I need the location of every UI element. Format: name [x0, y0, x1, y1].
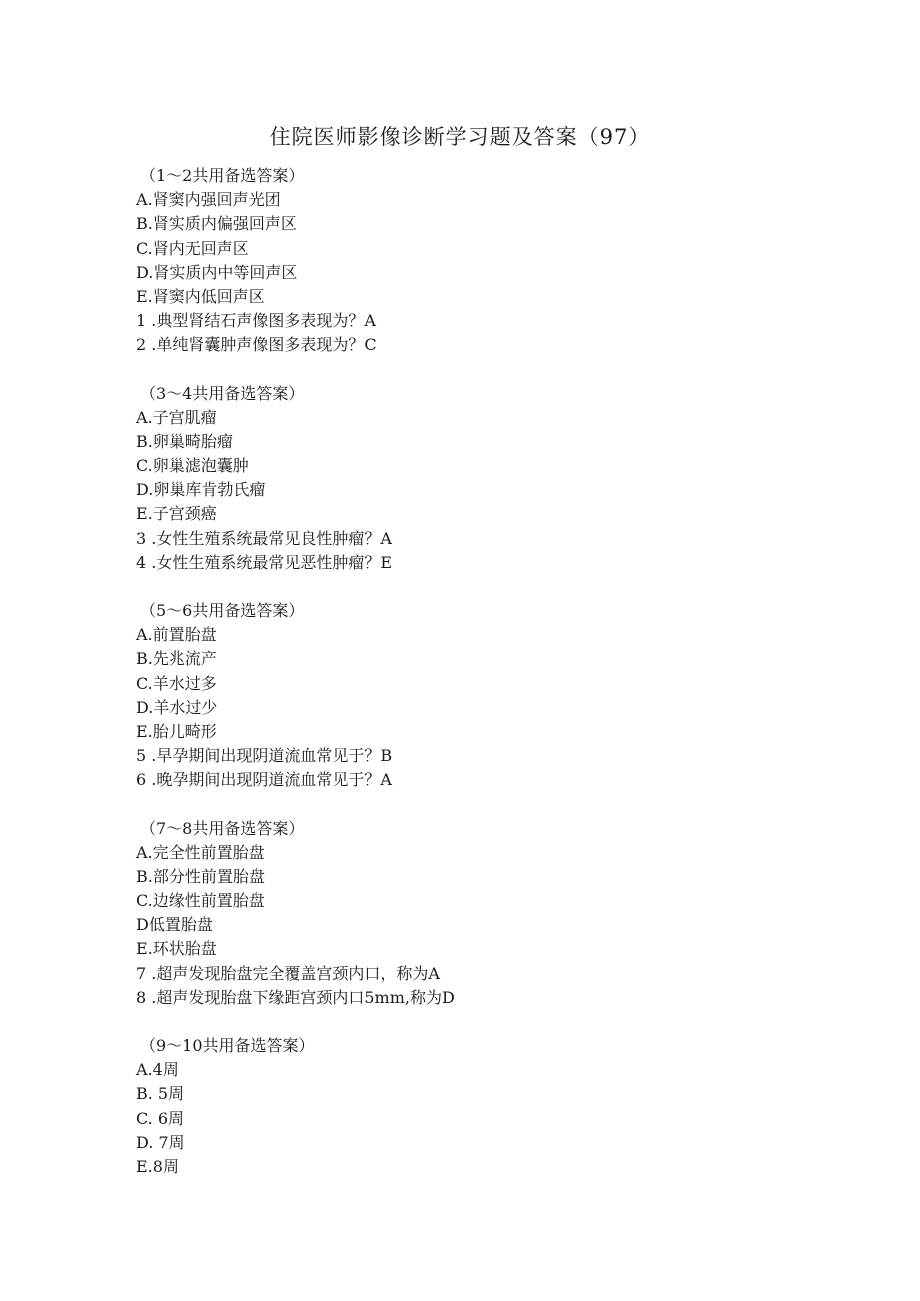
answer-option: C. 6周 — [136, 1108, 185, 1128]
answer-option: E.胎儿畸形 — [136, 721, 217, 741]
answer-option: B.卵巢畸胎瘤 — [136, 431, 233, 451]
answer-option: C.卵巢滤泡囊肿 — [136, 456, 249, 476]
answer-option: C.羊水过多 — [136, 673, 217, 693]
group-header: （7～8共用备选答案） — [140, 818, 305, 838]
answer-option: E.环状胎盘 — [136, 939, 217, 959]
answer-option: B.先兆流产 — [136, 649, 217, 669]
question-group — [136, 599, 836, 793]
answer-option: A.4周 — [136, 1060, 179, 1080]
question-item: 4 .女性生殖系统最常见恶性肿瘤？E — [136, 552, 393, 572]
group-header: （3～4共用备选答案） — [140, 383, 305, 403]
answer-option: A.前置胎盘 — [136, 625, 217, 645]
question-item: 3 .女性生殖系统最常见良性肿瘤？A — [136, 528, 392, 548]
answer-option: B. 5周 — [136, 1084, 185, 1104]
group-header: （9～10共用备选答案） — [140, 1036, 315, 1055]
group-header: （1～2共用备选答案） — [140, 166, 305, 185]
answer-option: A.子宫肌瘤 — [136, 407, 217, 427]
answer-option: D.羊水过少 — [136, 697, 218, 717]
question-group — [136, 382, 836, 576]
answer-option: D. 7周 — [136, 1132, 185, 1152]
question-item: 1 .典型肾结石声像图多表现为？A — [136, 311, 376, 331]
answer-option: E.子宫颈癌 — [136, 504, 217, 524]
question-group — [136, 817, 836, 1011]
answer-option: C.肾内无回声区 — [136, 238, 249, 258]
question-item: 8 .超声发现胎盘下缘距宫颈内口5mm,称为D — [136, 987, 455, 1007]
question-item: 6 .晚孕期间出现阴道流血常见于？A — [136, 770, 392, 790]
document-body — [136, 164, 836, 1203]
question-item: 7 .超声发现胎盘完全覆盖宫颈内口，称为A — [136, 963, 440, 983]
answer-option: E.肾窦内低回声区 — [136, 286, 265, 306]
answer-option: B.肾实质内偏强回声区 — [136, 214, 297, 234]
answer-option: E.8周 — [136, 1156, 179, 1176]
answer-option: C.边缘性前置胎盘 — [136, 891, 265, 911]
answer-option: D.肾实质内中等回声区 — [136, 262, 298, 282]
document-title: 住院医师影像诊断学习题及答案（97） — [269, 125, 651, 149]
answer-option: A.完全性前置胎盘 — [136, 842, 265, 862]
question-item: 5 .早孕期间出现阴道流血常见于？B — [136, 746, 393, 766]
answer-option: D.卵巢库肯勃氏瘤 — [136, 480, 266, 500]
question-item: 2 .单纯肾囊肿声像图多表现为？C — [136, 335, 377, 355]
answer-option: B.部分性前置胎盘 — [136, 866, 265, 886]
question-group — [136, 1034, 836, 1179]
group-header: （5～6共用备选答案） — [140, 601, 305, 620]
answer-option: A.肾窦内强回声光团 — [136, 190, 281, 210]
answer-option: D低置胎盘 — [136, 915, 213, 935]
question-group — [136, 164, 836, 358]
